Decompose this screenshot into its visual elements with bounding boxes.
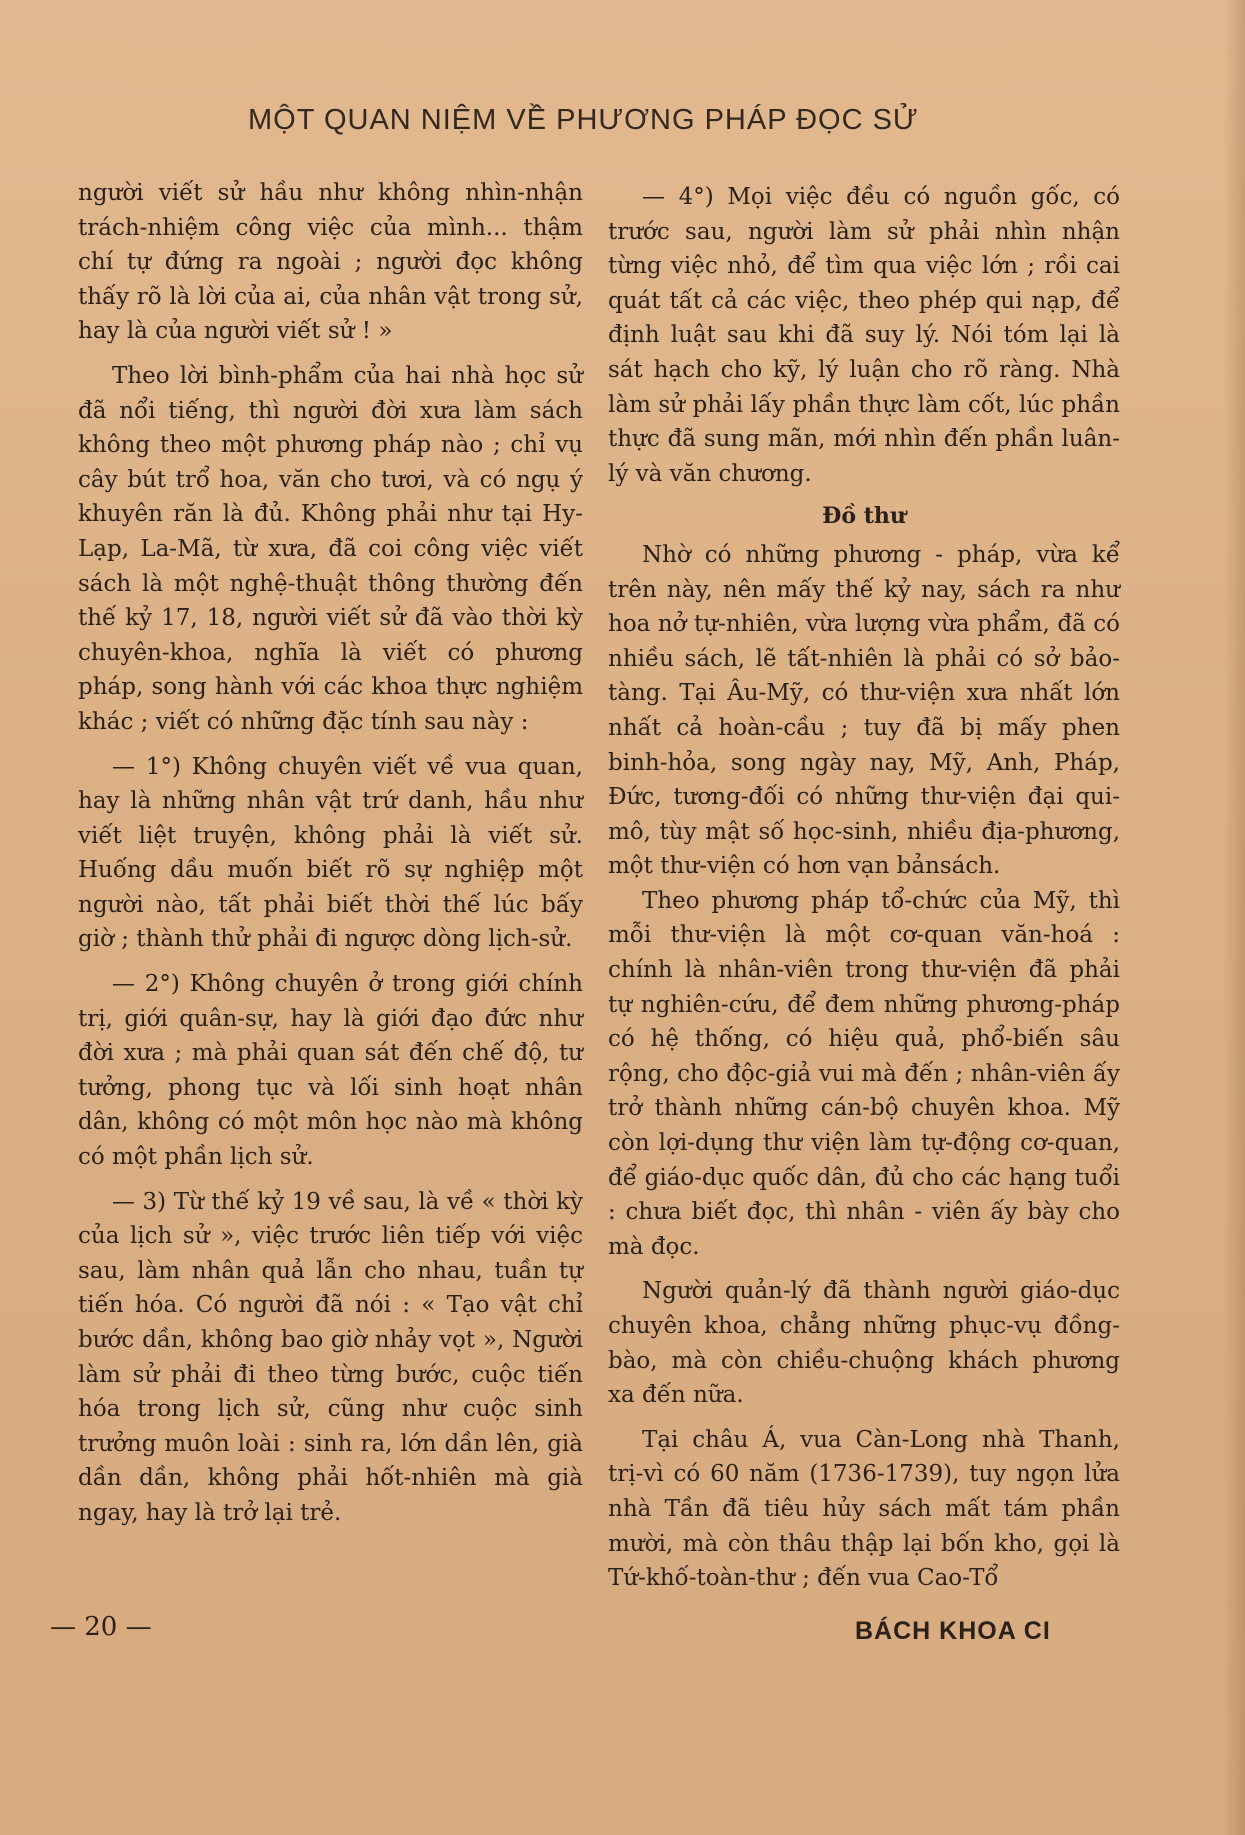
right-paragraph-5: Tại châu Á, vua Càn-Long nhà Thanh, trị-vì có 60 năm (1736-1739), tuy ngọn lửa nhà Tần đã tiêu hủy sách mất tám phần mười, mà còn thâu thập lại bốn kho, gọi là Tứ-khố-toàn-thư ; đến vua Cao-Tổ [608, 1426, 1120, 1592]
right-paragraph-3: Theo phương pháp tổ-chức của Mỹ, thì mỗi thư-viện là một cơ-quan văn-hoá : chính là nhân-viên trong thư-viện đã phải tự nghiên-cứu, để đem những phương-pháp có hệ thống, có hiệu quả, phổ-biến sâu rộng, cho độc-giả vui mà đến ; nhân-viên ấy trở thành những cán-bộ chuyên khoa. Mỹ còn lợi-dụng thư viện làm tự-động cơ-quan, để giáo-dục quốc dân, đủ cho các hạng tuổi : chưa biết đọc, thì nhân - viên ấy bày cho mà đọc. [608, 887, 1120, 1260]
left-paragraph-3: — 1°) Không chuyên viết về vua quan, hay là những nhân vật trứ danh, hầu như viết liệt truyện, không phải là viết sử. Huống dầu muốn biết rõ sự nghiệp một người nào, tất phải biết thời thế lúc bấy giờ ; thành thử phải đi ngược dòng lịch-sử. [78, 753, 583, 953]
left-column [78, 176, 583, 1531]
left-paragraph-1: người viết sử hầu như không nhìn-nhận trách-nhiệm công việc của mình... thậm chí tự đứng ra ngoài ; người đọc không thấy rõ là lời của ai, của nhân vật trong sử, hay là của người viết sử ! » [78, 180, 583, 345]
page-number: — 20 — [50, 1612, 152, 1642]
left-paragraph-4: — 2°) Không chuyên ở trong giới chính trị, giới quân-sự, hay là giới đạo đức như đời xưa ; mà phải quan sát đến chế độ, tư tưởng, phong tục và lối sinh hoạt nhân dân, không có một môn học nào mà không có một phần lịch sử. [78, 971, 583, 1171]
right-paragraph-2: Nhờ có những phương - pháp, vừa kể trên này, nên mấy thế kỷ nay, sách ra như hoa nở tự-nhiên, vừa lượng vừa phẩm, đã có nhiều sách, lẽ tất-nhiên là phải có sở bảo-tàng. Tại Âu-Mỹ, có thư-viện xưa nhất lớn nhất cả hoàn-cầu ; tuy đã bị mấy phen binh-hỏa, song ngày nay, Mỹ, Anh, Pháp, Đức, tương-đối có những thư-viện đại qui-mô, tùy mật số học-sinh, nhiều địa-phương, một thư-viện có hơn vạn bảnsách. [608, 541, 1120, 880]
right-paragraph-4: Người quản-lý đã thành người giáo-dục chuyên khoa, chẳng những phục-vụ đồng-bào, mà còn chiều-chuộng khách phương xa đến nữa. [608, 1278, 1120, 1409]
left-paragraph-5: — 3) Từ thế kỷ 19 về sau, là về « thời kỳ của lịch sử », việc trước liên tiếp với việc sau, làm nhân quả lẫn cho nhau, tuần tự tiến hóa. Có người đã nói : « Tạo vật chỉ bước dần, không bao giờ nhảy vọt », Người làm sử phải đi theo từng bước, cuộc tiến hóa trong lịch sử, cũng như cuộc sinh trưởng muôn loài : sinh ra, lớn dần lên, già dần dần, không phải hốt-nhiên mà già ngay, hay là trở lại trẻ. [78, 1188, 583, 1526]
page-edge-shadow [1223, 0, 1245, 1835]
journal-name: BÁCH KHOA CI [855, 1617, 1051, 1645]
section-heading: Đồ thư [822, 503, 906, 530]
right-paragraph-1: — 4°) Mọi việc đều có nguồn gốc, có trước sau, người làm sử phải nhìn nhận từng việc nhỏ, để tìm qua việc lớn ; rồi cai quát tất cả các việc, theo phép qui nạp, để định luật sau khi đã suy lý. Nói tóm lại là sát hạch cho kỹ, lý luận cho rõ ràng. Nhà làm sử phải lấy phần thực làm cốt, lúc phần thực đã sung mãn, mới nhìn đến phần luân- lý và văn chương. [608, 184, 1120, 487]
running-title: MỘT QUAN NIỆM VỀ PHƯƠNG PHÁP ĐỌC SỬ [248, 104, 919, 136]
right-column [608, 180, 1120, 1596]
left-paragraph-2: Theo lời bình-phẩm của hai nhà học sử đã nổi tiếng, thì người đời xưa làm sách không theo một phương pháp nào ; chỉ vụ cây bút trổ hoa, văn cho tươi, và có ngụ ý khuyên răn là đủ. Không phải như tại Hy-Lạp, La-Mã, từ xưa, đã coi công việc viết sách là một nghệ-thuật thông thường đến thế kỷ 17, 18, người viết sử đã vào thời kỳ chuyên-khoa, nghĩa là viết có phương pháp, song hành với các khoa thực nghiệm khác ; viết có những đặc tính sau này : [78, 362, 583, 735]
